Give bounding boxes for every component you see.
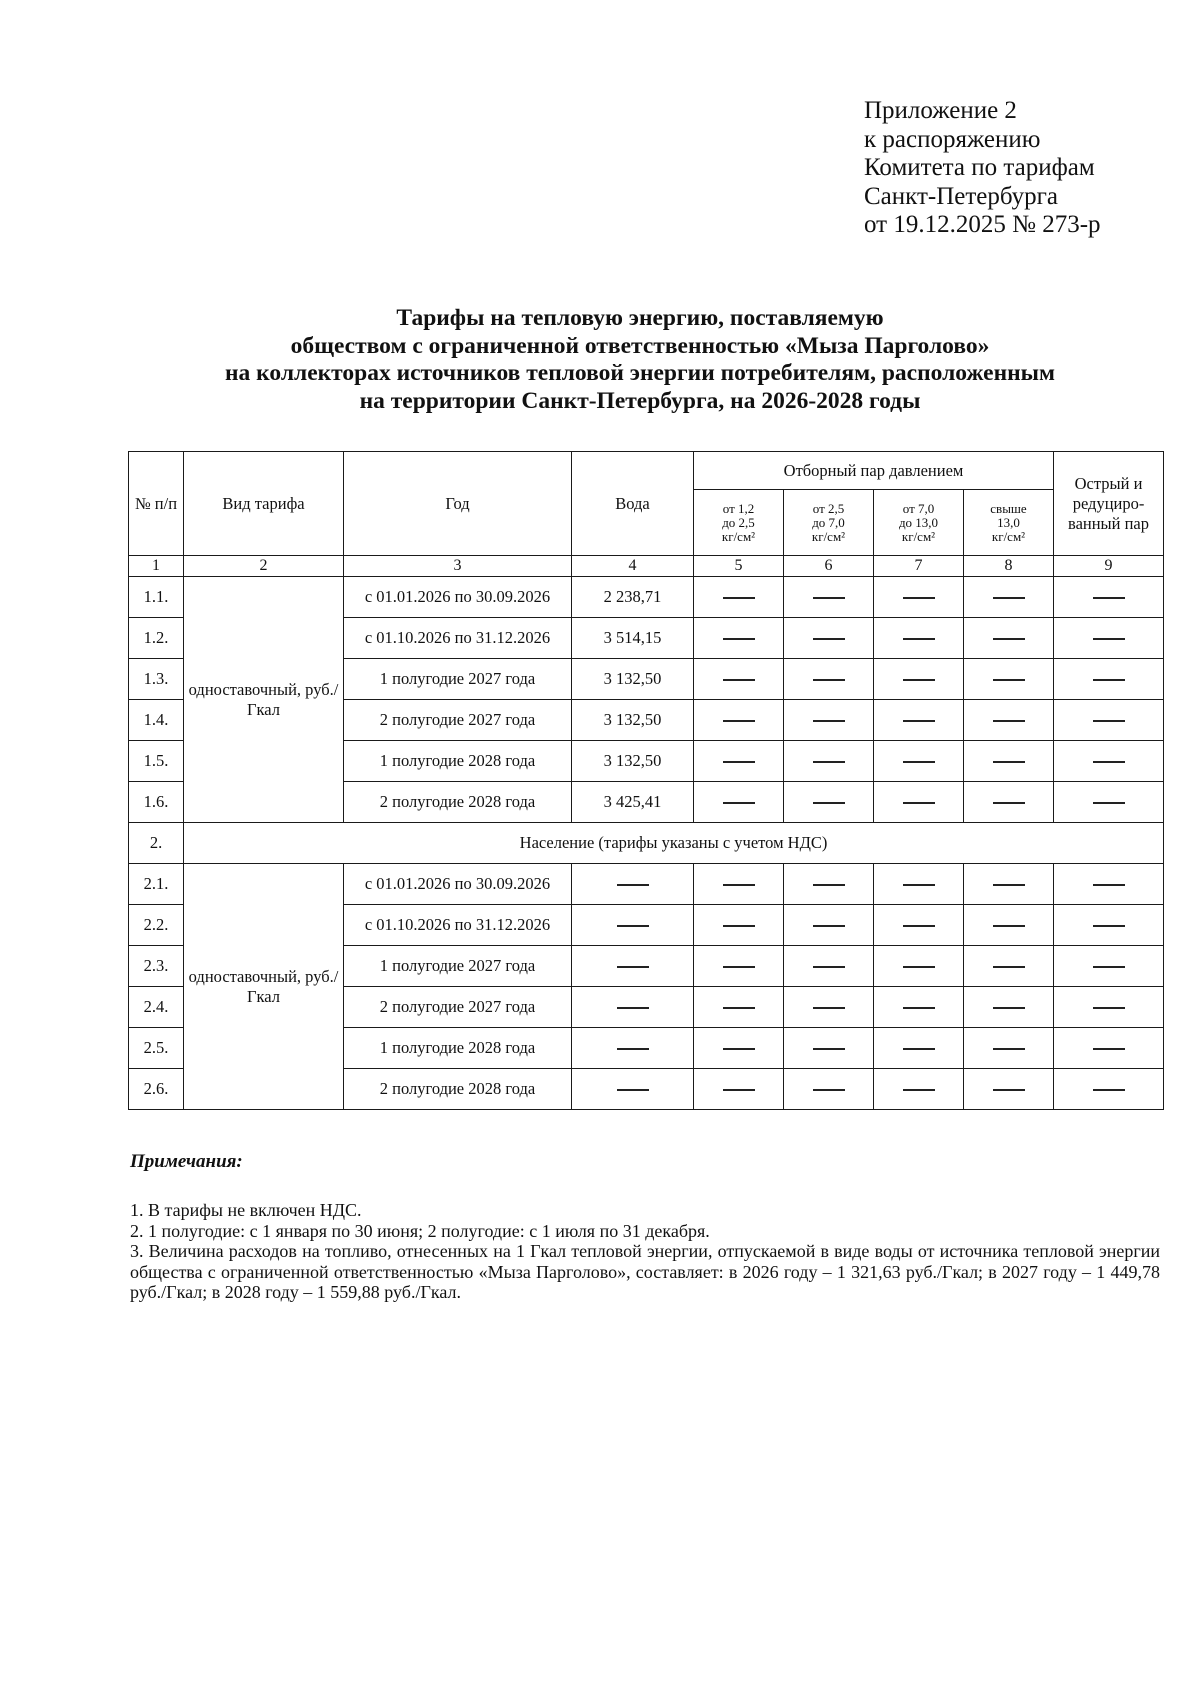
empty-value-cell <box>874 782 964 823</box>
col-number: 6 <box>784 556 874 577</box>
attachment-line: от 19.12.2025 № 273-р <box>864 211 1101 238</box>
row-number: 2.1. <box>129 864 184 905</box>
steam-1-unit: кг/см² <box>721 528 756 544</box>
dash-mark <box>723 1007 755 1009</box>
empty-value-cell <box>694 659 784 700</box>
dash-mark <box>813 597 845 599</box>
empty-value-cell <box>694 618 784 659</box>
dash-mark <box>617 966 649 968</box>
tariff-table <box>128 451 1164 1110</box>
water-value-cell: 3 425,41 <box>572 782 694 823</box>
dash-mark <box>993 761 1025 763</box>
dash-mark <box>903 720 935 722</box>
dash-mark <box>1093 966 1125 968</box>
col-number: 9 <box>1054 556 1164 577</box>
empty-value-cell <box>874 659 964 700</box>
empty-value-cell <box>1054 987 1164 1028</box>
dash-mark <box>1093 1048 1125 1050</box>
dash-mark <box>1093 884 1125 886</box>
dash-mark <box>617 1007 649 1009</box>
empty-value-cell <box>964 577 1054 618</box>
empty-value-cell <box>1054 659 1164 700</box>
dash-mark <box>1093 925 1125 927</box>
empty-value-cell <box>694 946 784 987</box>
title-line: на коллекторах источников тепловой энергии потребителям, расположенным <box>224 360 1056 386</box>
empty-value-cell <box>874 1028 964 1069</box>
header-num: № п/п <box>129 452 184 556</box>
dash-mark <box>723 802 755 804</box>
period-cell: 2 полугодие 2028 года <box>344 1069 572 1110</box>
dash-mark <box>993 802 1025 804</box>
empty-value-cell <box>964 1069 1054 1110</box>
empty-value-cell <box>784 905 874 946</box>
dash-mark <box>993 925 1025 927</box>
period-cell: 1 полугодие 2028 года <box>344 741 572 782</box>
empty-value-cell <box>874 700 964 741</box>
dash-mark <box>993 597 1025 599</box>
row-number: 2.2. <box>129 905 184 946</box>
period-cell: 2 полугодие 2028 года <box>344 782 572 823</box>
empty-value-cell <box>1054 1028 1164 1069</box>
empty-value-cell <box>1054 741 1164 782</box>
empty-value-cell <box>572 987 694 1028</box>
water-value-cell: 3 132,50 <box>572 700 694 741</box>
dash-mark <box>813 638 845 640</box>
water-value-cell: 3 132,50 <box>572 741 694 782</box>
empty-value-cell <box>694 782 784 823</box>
steam-3-from: от 7,0 <box>902 500 935 516</box>
empty-value-cell <box>1054 905 1164 946</box>
dash-mark <box>813 966 845 968</box>
steam-3-to: до 13,0 <box>898 514 939 530</box>
empty-value-cell <box>694 905 784 946</box>
document-title <box>130 305 1150 415</box>
header-sharp-steam: Острый и редуциро-ванный пар <box>1054 452 1164 556</box>
empty-value-cell <box>1054 700 1164 741</box>
empty-value-cell <box>964 618 1054 659</box>
period-cell: 2 полугодие 2027 года <box>344 700 572 741</box>
empty-value-cell <box>694 864 784 905</box>
empty-value-cell <box>964 782 1054 823</box>
dash-mark <box>903 638 935 640</box>
section-label: Население (тарифы указаны с учетом НДС) <box>184 823 1164 864</box>
period-cell: с 01.01.2026 по 30.09.2026 <box>344 864 572 905</box>
note-item: 1. В тарифы не включен НДС. <box>130 1200 362 1220</box>
dash-mark <box>903 966 935 968</box>
empty-value-cell <box>874 618 964 659</box>
steam-4-from: свыше <box>990 500 1027 516</box>
dash-mark <box>813 925 845 927</box>
row-number: 2.6. <box>129 1069 184 1110</box>
empty-value-cell <box>694 1069 784 1110</box>
col-number: 8 <box>964 556 1054 577</box>
empty-value-cell <box>784 1028 874 1069</box>
empty-value-cell <box>784 700 874 741</box>
attachment-line: к распоряжению <box>864 125 1041 153</box>
empty-value-cell <box>572 1069 694 1110</box>
empty-value-cell <box>874 987 964 1028</box>
dash-mark <box>903 1048 935 1050</box>
dash-mark <box>813 1007 845 1009</box>
steam-4-to: 13,0 <box>997 514 1020 530</box>
title-line: на территории Санкт-Петербурга, на 2026-2028 годы <box>359 387 921 414</box>
dash-mark <box>723 1089 755 1091</box>
row-number: 1.6. <box>129 782 184 823</box>
empty-value-cell <box>572 1028 694 1069</box>
dash-mark <box>993 1048 1025 1050</box>
dash-mark <box>723 761 755 763</box>
dash-mark <box>1093 679 1125 681</box>
dash-mark <box>617 1089 649 1091</box>
attachment-line: Приложение 2 <box>864 97 1017 124</box>
row-number: 2.4. <box>129 987 184 1028</box>
dash-mark <box>813 884 845 886</box>
period-cell: с 01.10.2026 по 31.12.2026 <box>344 905 572 946</box>
dash-mark <box>723 966 755 968</box>
attachment-line: Санкт-Петербурга <box>864 182 1059 210</box>
empty-value-cell <box>964 741 1054 782</box>
empty-value-cell <box>1054 946 1164 987</box>
dash-mark <box>617 884 649 886</box>
dash-mark <box>723 638 755 640</box>
dash-mark <box>813 679 845 681</box>
empty-value-cell <box>874 577 964 618</box>
empty-value-cell <box>874 946 964 987</box>
period-cell: с 01.01.2026 по 30.09.2026 <box>344 577 572 618</box>
empty-value-cell <box>874 1069 964 1110</box>
empty-value-cell <box>1054 618 1164 659</box>
dash-mark <box>1093 597 1125 599</box>
dash-mark <box>813 761 845 763</box>
dash-mark <box>723 925 755 927</box>
empty-value-cell <box>874 741 964 782</box>
header-steam-2 <box>784 490 874 556</box>
steam-2-unit: кг/см² <box>811 528 846 544</box>
dash-mark <box>723 720 755 722</box>
header-steam-4 <box>964 490 1054 556</box>
col-number: 3 <box>344 556 572 577</box>
empty-value-cell <box>964 905 1054 946</box>
table-row <box>129 864 1164 905</box>
dash-mark <box>617 925 649 927</box>
empty-value-cell <box>1054 1069 1164 1110</box>
dash-mark <box>723 597 755 599</box>
empty-value-cell <box>572 864 694 905</box>
header-tariff-type: Вид тарифа <box>184 452 344 556</box>
empty-value-cell <box>784 782 874 823</box>
dash-mark <box>617 1048 649 1050</box>
water-value-cell: 3 132,50 <box>572 659 694 700</box>
dash-mark <box>1093 1089 1125 1091</box>
title-line: Тарифы на тепловую энергию, поставляемую <box>396 305 884 331</box>
col-number: 5 <box>694 556 784 577</box>
dash-mark <box>1093 761 1125 763</box>
note-item: 2. 1 полугодие: с 1 января по 30 июня; 2 полугодие: с 1 июля по 31 декабря. <box>130 1220 710 1241</box>
dash-mark <box>993 1007 1025 1009</box>
header-steam-group: Отборный пар давлением <box>694 452 1054 490</box>
notes-title: Примечания: <box>130 1151 243 1172</box>
steam-1-to: до 2,5 <box>722 514 755 530</box>
period-cell: с 01.10.2026 по 31.12.2026 <box>344 618 572 659</box>
steam-1-from: от 1,2 <box>722 500 755 516</box>
empty-value-cell <box>964 864 1054 905</box>
dash-mark <box>903 1007 935 1009</box>
dash-mark <box>993 1089 1025 1091</box>
attachment-line: Комитета по тарифам <box>864 154 1095 181</box>
empty-value-cell <box>694 700 784 741</box>
steam-4-unit: кг/см² <box>991 528 1026 544</box>
col-number: 1 <box>129 556 184 577</box>
col-number: 7 <box>874 556 964 577</box>
empty-value-cell <box>784 1069 874 1110</box>
dash-mark <box>903 679 935 681</box>
period-cell: 1 полугодие 2027 года <box>344 659 572 700</box>
steam-3-unit: кг/см² <box>901 528 936 544</box>
dash-mark <box>903 884 935 886</box>
empty-value-cell <box>784 577 874 618</box>
dash-mark <box>723 1048 755 1050</box>
empty-value-cell <box>694 987 784 1028</box>
empty-value-cell <box>784 618 874 659</box>
empty-value-cell <box>784 946 874 987</box>
dash-mark <box>723 884 755 886</box>
row-number: 2.5. <box>129 1028 184 1069</box>
header-water: Вода <box>572 452 694 556</box>
dash-mark <box>813 1089 845 1091</box>
empty-value-cell <box>694 577 784 618</box>
empty-value-cell <box>784 741 874 782</box>
dash-mark <box>723 679 755 681</box>
period-cell: 2 полугодие 2027 года <box>344 987 572 1028</box>
row-number: 1.2. <box>129 618 184 659</box>
header-steam-3 <box>874 490 964 556</box>
empty-value-cell <box>874 905 964 946</box>
dash-mark <box>903 1089 935 1091</box>
dash-mark <box>1093 638 1125 640</box>
empty-value-cell <box>694 1028 784 1069</box>
dash-mark <box>993 720 1025 722</box>
water-value-cell: 2 238,71 <box>572 577 694 618</box>
empty-value-cell <box>964 946 1054 987</box>
dash-mark <box>1093 1007 1125 1009</box>
title-line: обществом с ограниченной ответственностью «Мыза Парголово» <box>290 332 990 359</box>
dash-mark <box>993 638 1025 640</box>
note-item: 3. Величина расходов на топливо, отнесенных на 1 Гкал тепловой энергии, отпускаемой в виде воды от источника тепловой энергии общества с ограниченной ответственностью «Мыза Парголово», составляет: в 2026 году – 1 321,63 руб./Гкал; в 2027 году – 1 449,78 руб./Гкал; в 2028 году – 1 559,88 руб./Гкал. <box>130 1241 1160 1302</box>
col-number: 4 <box>572 556 694 577</box>
water-value-cell: 3 514,15 <box>572 618 694 659</box>
dash-mark <box>903 802 935 804</box>
notes <box>130 1200 1160 1303</box>
empty-value-cell <box>784 987 874 1028</box>
dash-mark <box>903 597 935 599</box>
header-year: Год <box>344 452 572 556</box>
period-cell: 1 полугодие 2028 года <box>344 1028 572 1069</box>
row-number: 1.4. <box>129 700 184 741</box>
empty-value-cell <box>784 864 874 905</box>
empty-value-cell <box>694 741 784 782</box>
empty-value-cell <box>964 700 1054 741</box>
empty-value-cell <box>572 946 694 987</box>
section-number: 2. <box>129 823 184 864</box>
col-number: 2 <box>184 556 344 577</box>
tariff-type-cell: одноставочный, руб./Гкал <box>184 577 344 823</box>
row-number: 1.1. <box>129 577 184 618</box>
dash-mark <box>813 802 845 804</box>
empty-value-cell <box>964 987 1054 1028</box>
dash-mark <box>903 761 935 763</box>
empty-value-cell <box>784 659 874 700</box>
empty-value-cell <box>1054 577 1164 618</box>
dash-mark <box>993 966 1025 968</box>
dash-mark <box>1093 720 1125 722</box>
dash-mark <box>813 1048 845 1050</box>
attachment-block <box>864 97 1101 240</box>
row-number: 1.5. <box>129 741 184 782</box>
dash-mark <box>1093 802 1125 804</box>
row-number: 1.3. <box>129 659 184 700</box>
period-cell: 1 полугодие 2027 года <box>344 946 572 987</box>
empty-value-cell <box>1054 864 1164 905</box>
dash-mark <box>813 720 845 722</box>
empty-value-cell <box>1054 782 1164 823</box>
dash-mark <box>993 679 1025 681</box>
empty-value-cell <box>874 864 964 905</box>
dash-mark <box>993 884 1025 886</box>
dash-mark <box>903 925 935 927</box>
tariff-type-cell: одноставочный, руб./Гкал <box>184 864 344 1110</box>
empty-value-cell <box>572 905 694 946</box>
table-row <box>129 577 1164 618</box>
header-steam-1 <box>694 490 784 556</box>
section-row <box>129 823 1164 864</box>
column-number-row <box>129 556 1164 577</box>
row-number: 2.3. <box>129 946 184 987</box>
steam-2-to: до 7,0 <box>812 514 845 530</box>
empty-value-cell <box>964 659 1054 700</box>
empty-value-cell <box>964 1028 1054 1069</box>
steam-2-from: от 2,5 <box>812 500 845 516</box>
